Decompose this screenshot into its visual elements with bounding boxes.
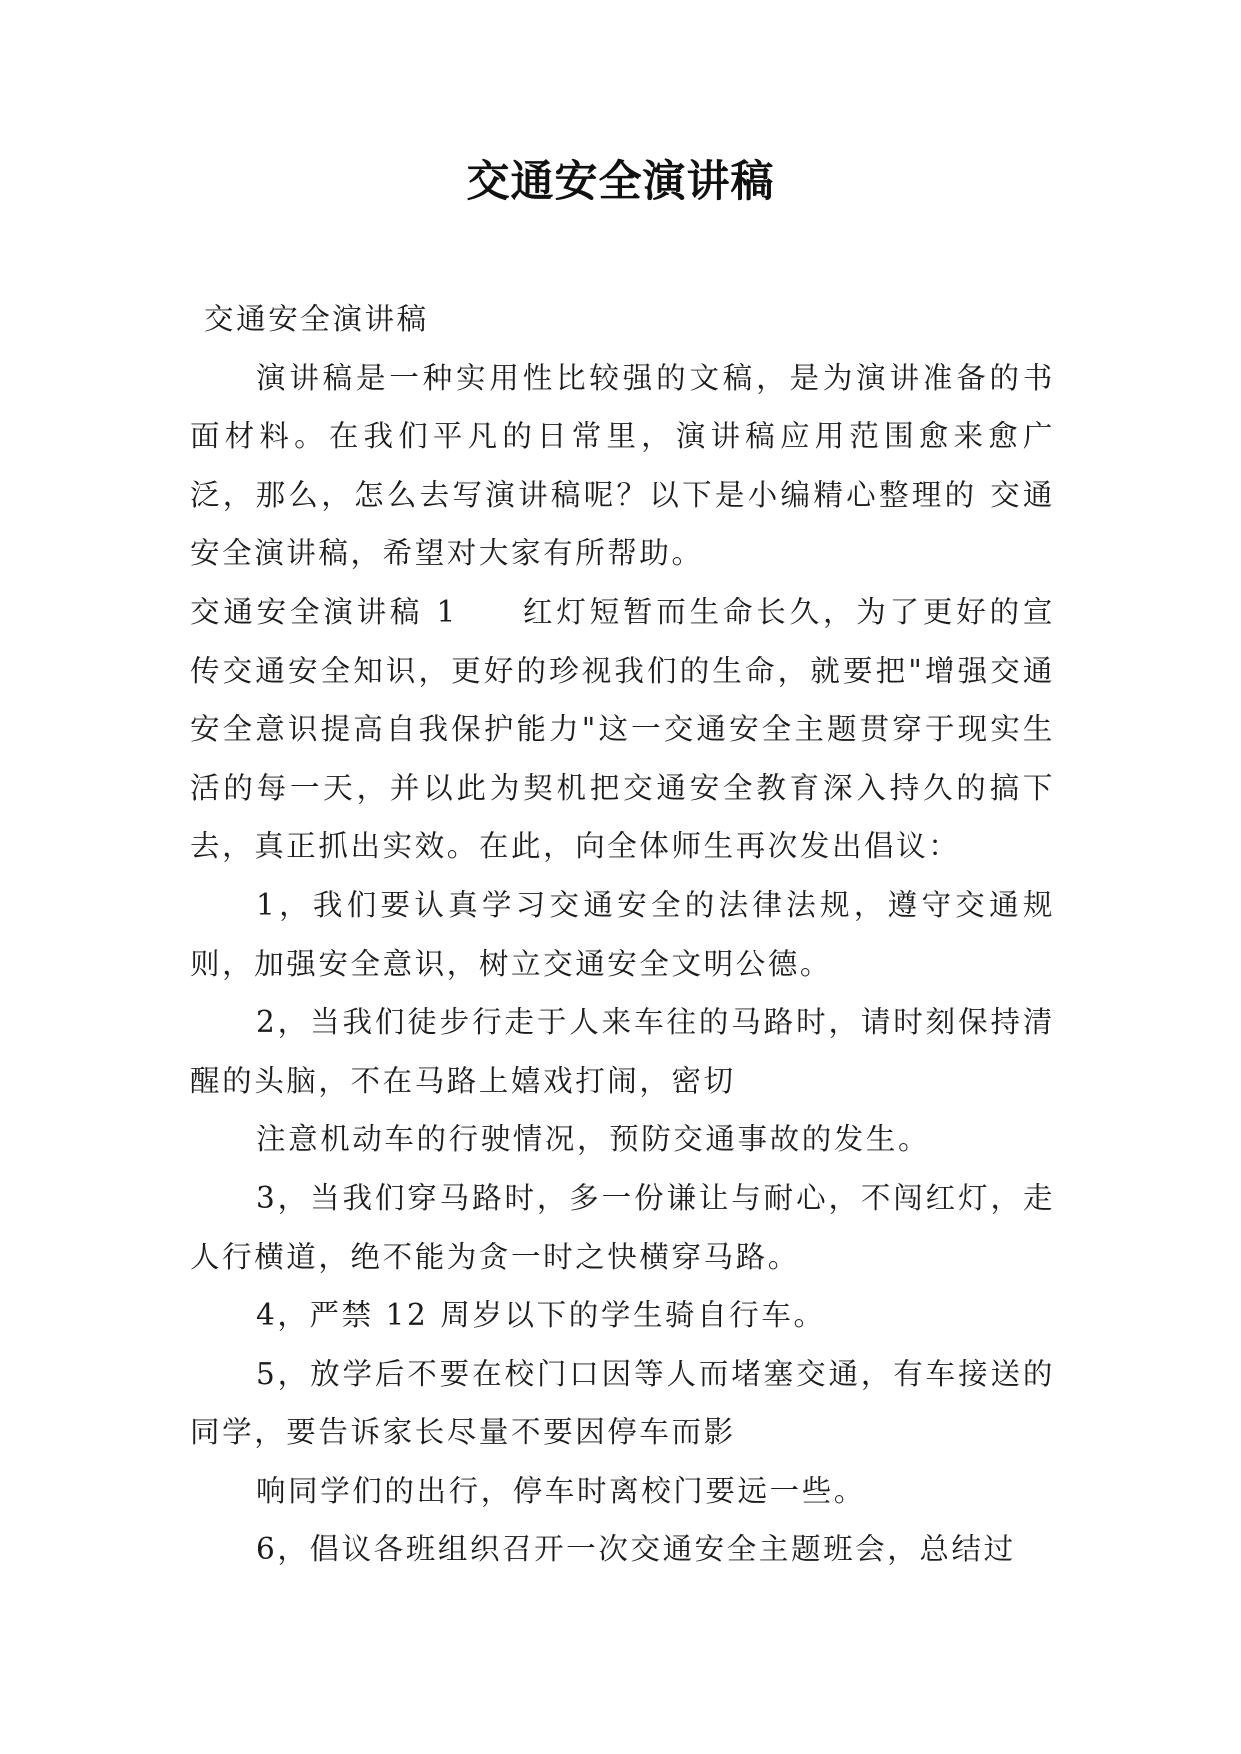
document-subtitle: 交通安全演讲稿	[204, 302, 429, 336]
section-1-heading: 交通安全演讲稿 1	[190, 594, 458, 629]
document-title: 交通安全演讲稿	[466, 157, 775, 207]
section-1-text: 红灯短暂而生命长久，为了更好的宣传交通安全知识，更好的珍视我们的生命，就要把"增强交通安全意识提高自我保护能力"这一交通安全主题贯穿于现实生活的每一天，并以此为契机把交通安全教育深入持久的搞下去，真正抓出实效。在此，向全体师生再次发出倡议：	[190, 594, 1055, 864]
proposal-item-4: 4，严禁 12 周岁以下的学生骑自行车。	[256, 1298, 826, 1333]
proposal-item-1: 1，我们要认真学习交通安全的法律法规，遵守交通规则，加强安全意识，树立交通安全文明公德。	[190, 887, 1055, 981]
document-body	[190, 290, 1055, 1579]
proposal-item-5-continued: 响同学们的出行，停车时离校门要远一些。	[256, 1473, 866, 1508]
proposal-item-2: 2，当我们徒步行走于人来车往的马路时，请时刻保持清醒的头脑，不在马路上嬉戏打闹，密切	[190, 1005, 1055, 1098]
proposal-item-2-continued: 注意机动车的行驶情况，预防交通事故的发生。	[256, 1122, 931, 1157]
section-1-paragraph	[190, 583, 1055, 876]
proposal-item-6: 6，倡议各班组织召开一次交通安全主题班会，总结过	[256, 1532, 1016, 1567]
proposal-item-3: 3，当我们穿马路时，多一份谦让与耐心，不闯红灯，走人行横道，绝不能为贪一时之快横穿马路。	[190, 1180, 1055, 1274]
intro-paragraph: 演讲稿是一种实用性比较强的文稿，是为演讲准备的书面材料。在我们平凡的日常里，演讲稿应用范围愈来愈广泛，那么，怎么去写演讲稿呢？以下是小编精心整理的 交通安全演讲稿，希望对大家有所帮助。	[190, 360, 1055, 571]
proposal-item-5: 5，放学后不要在校门口因等人而堵塞交通，有车接送的同学，要告诉家长尽量不要因停车而影	[190, 1356, 1055, 1450]
